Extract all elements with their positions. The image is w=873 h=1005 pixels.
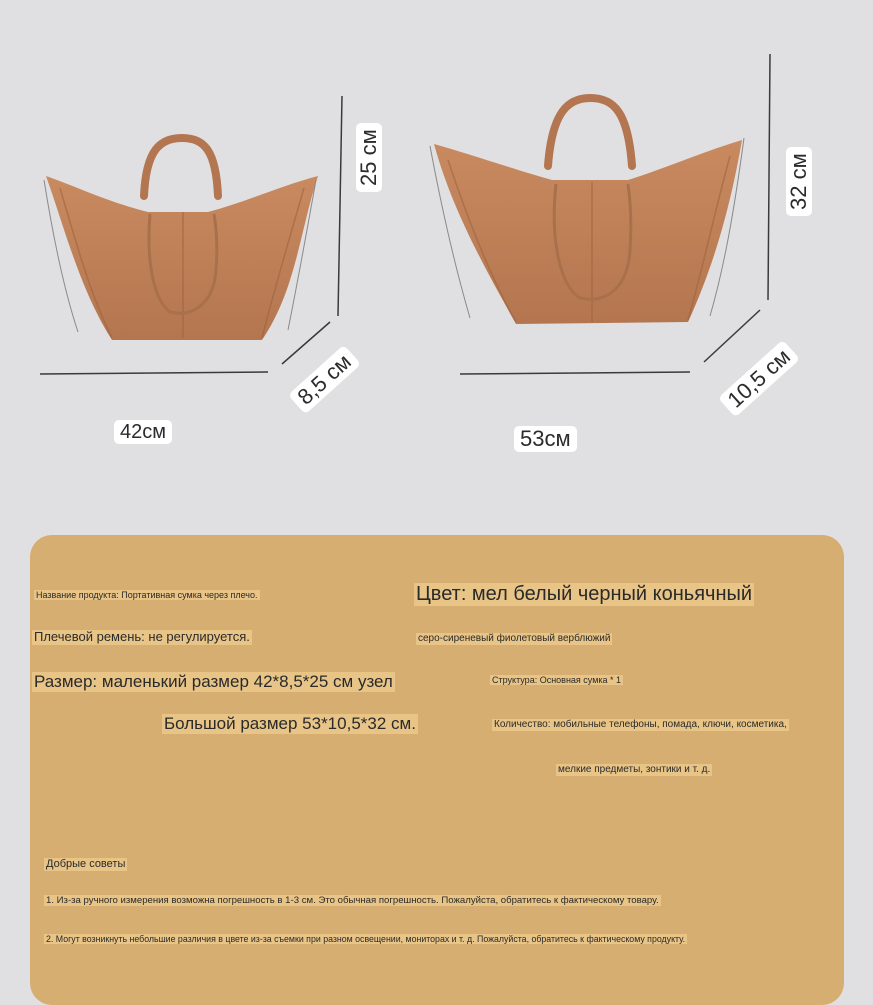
color-title-text: Цвет: мел белый черный коньячный xyxy=(416,583,753,605)
size-small-text: Размер: маленький размер 42*8,5*25 см узел xyxy=(34,672,393,691)
color-more-text: серо-сиреневый фиолетовый верблюжий xyxy=(418,633,611,644)
strap-text: Плечевой ремень: не регулируется. xyxy=(34,629,250,644)
tip-2-text: 2. Могут возникнуть небольшие различия в цвете из-за съемки при разном освещении, мониторах и т. д. Пожалуйста, обратитесь к фактическому продукту. xyxy=(46,934,686,944)
structure-text: Структура: Основная сумка * 1 xyxy=(492,675,622,685)
large-width-label: 53см xyxy=(514,426,577,452)
size-large-text: Большой размер 53*10,5*32 см. xyxy=(164,714,416,733)
small-depth-label: 8,5 см xyxy=(288,345,361,414)
small-width-label: 42см xyxy=(114,420,172,444)
tip-1-text: 1. Из-за ручного измерения возможна погрешность в 1-3 см. Это обычная погрешность. Пожалуйста, обратитесь к фактическому товару. xyxy=(46,895,659,906)
product-name-text: Название продукта: Портативная сумка через плечо. xyxy=(36,590,258,600)
small-height-label: 25 см xyxy=(356,123,382,192)
large-height-label: 32 см xyxy=(786,147,812,216)
capacity-text-2: мелкие предметы, зонтики и т. д. xyxy=(558,764,711,775)
capacity-text-1: Количество: мобильные телефоны, помада, ключи, косметика, xyxy=(494,719,787,730)
large-depth-label: 10,5 см xyxy=(718,340,800,418)
small-bag-illustration xyxy=(44,138,318,340)
large-bag-illustration xyxy=(430,98,744,324)
tips-title: Добрые советы xyxy=(46,858,126,870)
